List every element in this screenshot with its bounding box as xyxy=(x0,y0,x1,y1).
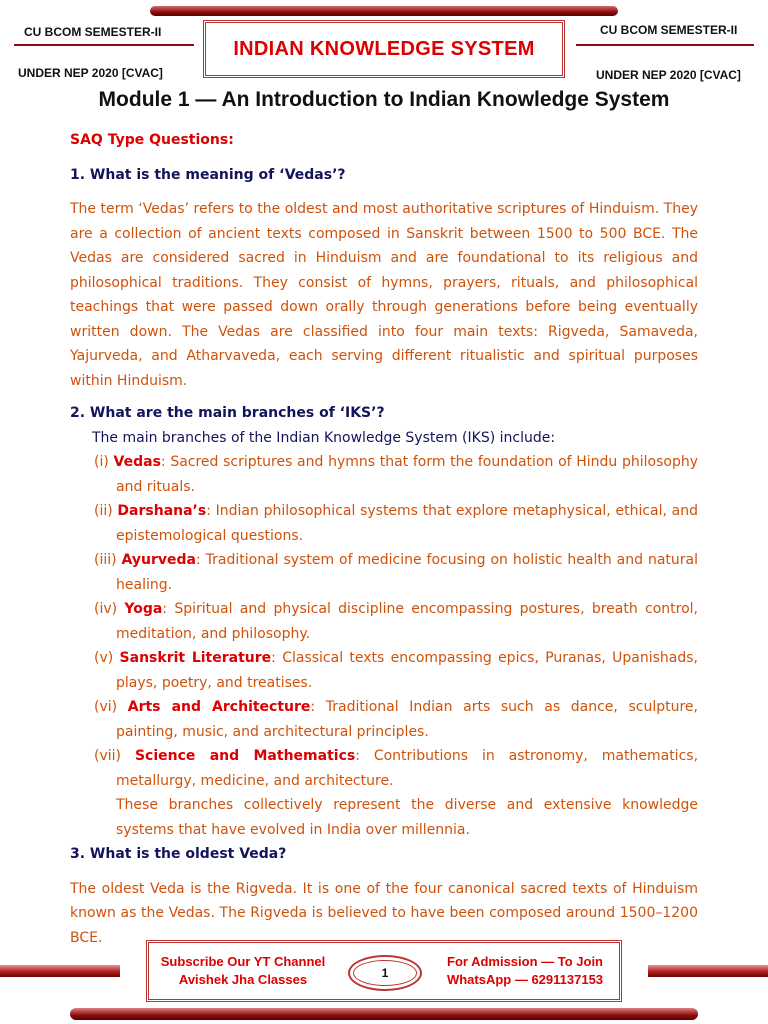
footer-right-bar xyxy=(648,965,768,977)
document-body xyxy=(70,128,698,950)
header-left-nep: UNDER NEP 2020 [CVAC] xyxy=(18,66,163,80)
answer-1: The term ‘Vedas’ refers to the oldest and most authoritative scriptures of Hinduism. They are a collection of ancient texts composed in Sanskrit between 1500 to 500 BCE. The Vedas are considered sacred in Hinduism and are foundational to its religious and philosophical traditions. They consist of hymns, prayers, rituals, and philosophical teachings that were passed down orally through generations before being eventually written down. The Vedas are classified into four main texts: Rigveda, Samaveda, Yajurveda, and Atharvaveda, each serving different ritualistic and spiritual purposes within Hinduism. xyxy=(70,201,698,389)
footer-right-text xyxy=(435,953,615,989)
page-number-badge xyxy=(348,955,422,991)
question-3: 3. What is the oldest Veda? xyxy=(70,846,287,862)
branch-list xyxy=(92,450,698,793)
branch-term: Yoga xyxy=(124,601,163,617)
footer-admission-label: For Admission — To Join xyxy=(447,954,603,969)
header-title: INDIAN KNOWLEDGE SYSTEM xyxy=(233,37,535,60)
footer-whatsapp-contact: WhatsApp — 6291137153 xyxy=(446,972,604,987)
footer-youtube-label: Subscribe Our YT Channel xyxy=(160,954,326,969)
branch-term: Arts and Architecture xyxy=(127,699,311,715)
branch-item: (v) Sanskrit Literature: Classical texts encompassing epics, Puranas, Upanishads, plays, poetry, and treatises. xyxy=(94,650,698,691)
header-right-course: CU BCOM SEMESTER-II xyxy=(600,23,738,37)
branch-term: Science and Mathematics xyxy=(134,748,356,764)
answer-3: The oldest Veda is the Rigveda. It is one of the four canonical sacred texts of Hinduism known as the Vedas. The Rigveda is believed to have been composed around 1500–1200 BCE. xyxy=(70,880,698,946)
branch-item: (iv) Yoga: Spiritual and physical discipline encompassing postures, breath control, meditation, and philosophy. xyxy=(94,601,698,642)
branch-item: (ii) Darshana’s: Indian philosophical systems that explore metaphysical, ethical, and epistemological questions. xyxy=(94,503,698,544)
branch-item: (i) Vedas: Sacred scriptures and hymns that form the foundation of Hindu philosophy and rituals. xyxy=(94,454,699,495)
answer-2-intro: The main branches of the Indian Knowledge System (IKS) include: xyxy=(92,429,556,446)
footer-bottom-bar xyxy=(70,1008,698,1020)
answer-2-closing: These branches collectively represent the diverse and extensive knowledge systems that have evolved in India over millennia. xyxy=(116,797,698,838)
branch-term: Sanskrit Literature xyxy=(119,650,272,666)
header-left-divider xyxy=(14,44,194,46)
answer-2 xyxy=(70,426,698,843)
module-title: Module 1 — An Introduction to Indian Knowledge System xyxy=(98,88,670,111)
footer-channel-name: Avishek Jha Classes xyxy=(178,972,308,987)
branch-item: (vii) Science and Mathematics: Contributions in astronomy, mathematics, metallurgy, medicine, and architecture. xyxy=(94,748,699,789)
branch-term: Ayurveda xyxy=(121,552,196,568)
saq-heading: SAQ Type Questions: xyxy=(70,132,234,148)
footer-left-bar xyxy=(0,965,120,977)
footer-left-text xyxy=(153,953,333,989)
header-right-nep: UNDER NEP 2020 [CVAC] xyxy=(596,68,741,82)
header-title-box xyxy=(203,20,565,78)
header-decorative-bar xyxy=(150,6,618,16)
branch-term: Darshana’s xyxy=(117,503,207,519)
branch-term: Vedas xyxy=(113,454,161,470)
question-1: 1. What is the meaning of ‘Vedas’? xyxy=(70,166,346,183)
page-number: 1 xyxy=(381,966,389,980)
header-right-divider xyxy=(576,44,754,46)
question-2: 2. What are the main branches of ‘IKS’? xyxy=(70,405,385,421)
branch-item: (iii) Ayurveda: Traditional system of medicine focusing on holistic health and natural healing. xyxy=(94,552,698,593)
branch-item: (vi) Arts and Architecture: Traditional Indian arts such as dance, sculpture, painting, music, and architectural principles. xyxy=(94,699,698,740)
header-left-course: CU BCOM SEMESTER-II xyxy=(24,25,162,39)
